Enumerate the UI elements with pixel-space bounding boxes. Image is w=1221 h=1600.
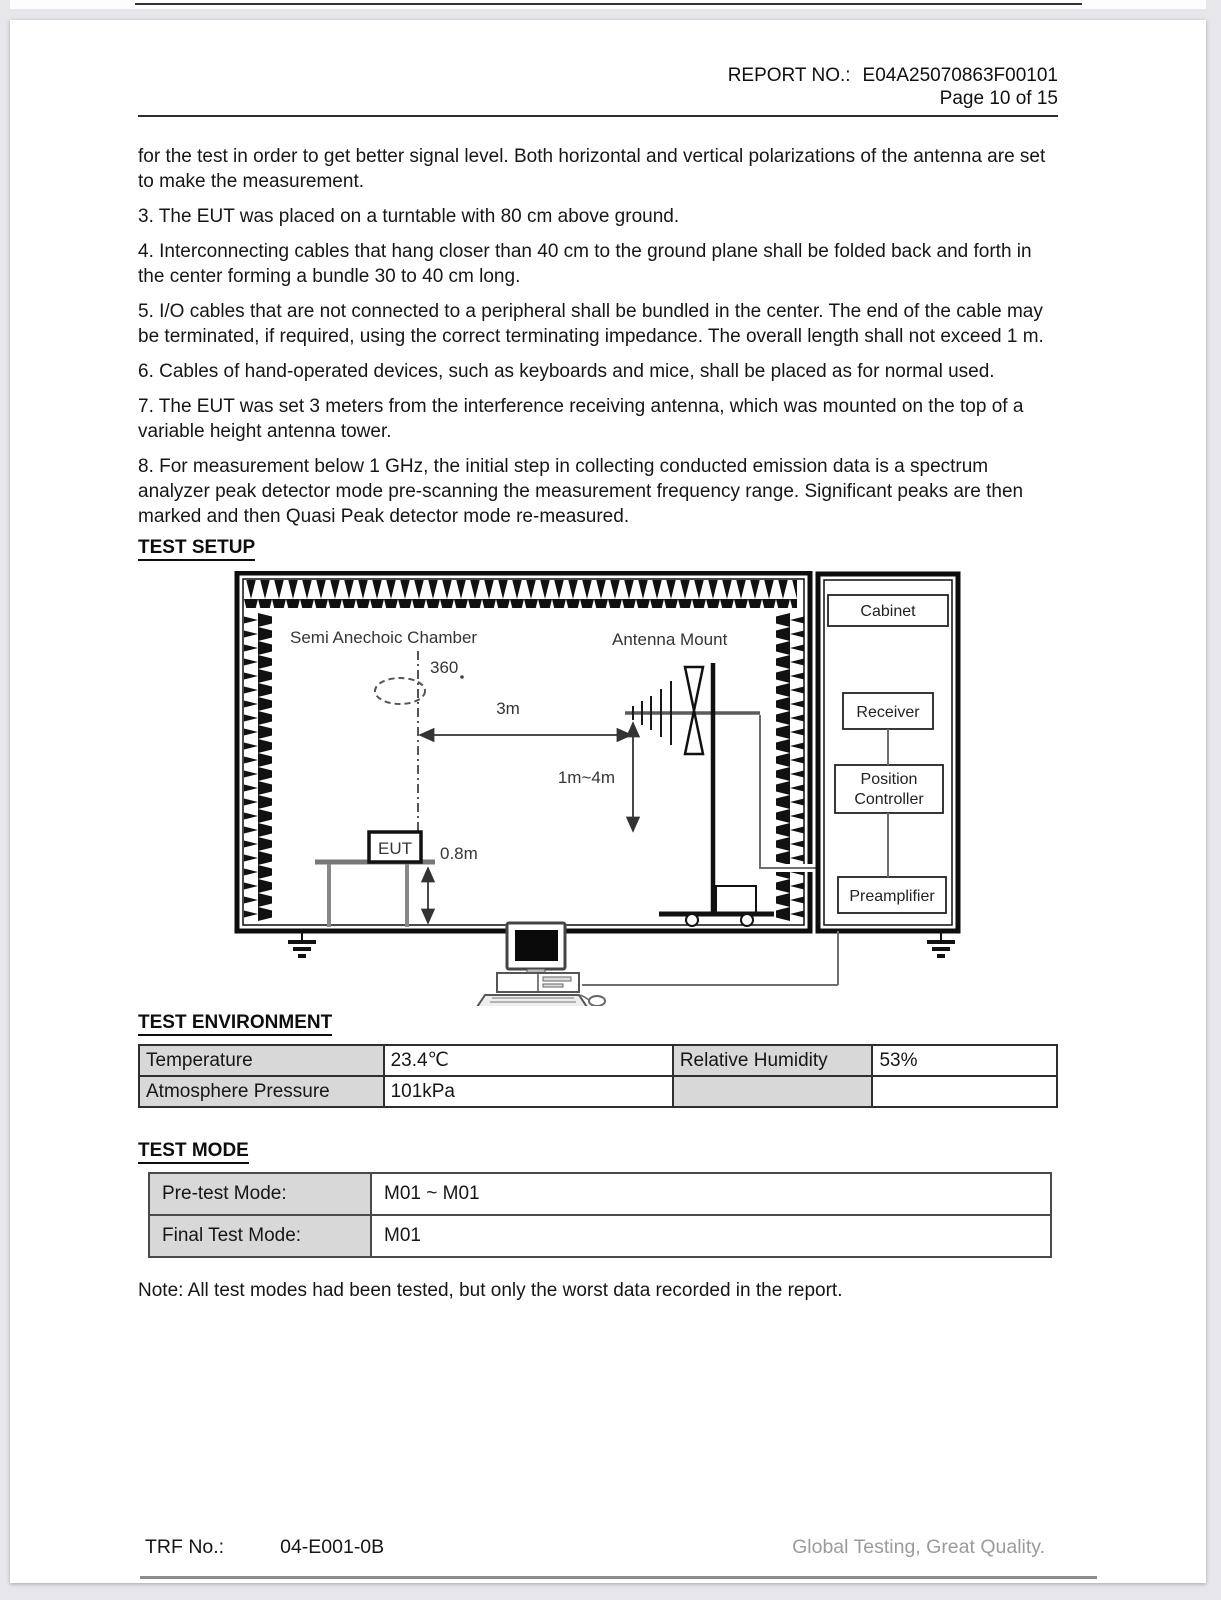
pretest-mode-label: Pre-test Mode: [149, 1173, 371, 1215]
footer-slogan: Global Testing, Great Quality. [792, 1536, 1045, 1558]
test-mode-heading: TEST MODE [138, 1140, 1058, 1162]
footer-rule [140, 1576, 1097, 1579]
humidity-label: Relative Humidity [673, 1045, 873, 1076]
preamplifier-label: Preamplifier [849, 888, 935, 905]
previous-page-footer-rule [135, 3, 1082, 5]
receiver-label: Receiver [856, 704, 920, 721]
final-mode-label: Final Test Mode: [149, 1215, 371, 1257]
absorber-left [244, 613, 272, 921]
distance-label: 3m [496, 699, 520, 718]
ground-symbol-right [927, 931, 955, 956]
final-mode-value: M01 [371, 1215, 1051, 1257]
eut-table [315, 862, 435, 927]
control-computer [477, 923, 838, 1006]
paragraph-4: 4. Interconnecting cables that hang closer than 40 cm to the ground plane shall be folded back and forth in the center forming a bundle 30 to 40 cm long. [138, 241, 1032, 287]
position-controller-label-1: Position [860, 771, 918, 788]
paragraph-continuation: for the test in order to get better signal level. Both horizontal and vertical polarizations of the antenna are set to make the measurement. [138, 146, 1046, 192]
pressure-value: 101kPa [384, 1076, 673, 1107]
empty-label-cell [673, 1076, 873, 1107]
page-number: Page 10 of 15 [939, 88, 1058, 109]
trf-label: TRF No.: [145, 1536, 225, 1558]
temperature-value: 23.4℃ [384, 1045, 673, 1076]
position-controller-label-2: Controller [854, 791, 924, 808]
table-row [149, 1215, 1051, 1257]
report-no-value: E04A25070863F00101 [862, 65, 1058, 86]
absorber-right [776, 613, 804, 921]
report-page [10, 20, 1206, 1583]
bowtie-element [685, 667, 703, 754]
anechoic-chamber [237, 573, 810, 931]
cabinet-label: Cabinet [860, 603, 916, 620]
chamber-label: Semi Anechoic Chamber [290, 628, 478, 647]
table-row [139, 1045, 1057, 1076]
equipment-cabinet [818, 574, 958, 931]
height-range-label: 1m~4m [557, 768, 615, 787]
test-setup-diagram [230, 571, 970, 1006]
paragraph-5: 5. I/O cables that are not connected to a peripheral shall be bundled in the center. The end of the cable may be terminated, if required, using the correct terminating impedance. The overall length shall not exceed 1 m. [138, 301, 1044, 347]
table-row [139, 1076, 1057, 1107]
rotation-label: 360 [430, 658, 459, 677]
page-header [138, 20, 1058, 117]
mouse-icon [589, 996, 605, 1006]
header-rule [138, 115, 1058, 117]
page-footer [145, 1536, 1045, 1559]
log-periodic-antenna [625, 663, 760, 914]
report-no-label: REPORT NO.: [727, 65, 851, 86]
antenna-mount-label: Antenna Mount [612, 630, 728, 649]
temperature-label: Temperature [139, 1045, 384, 1076]
empty-value-cell [872, 1076, 1057, 1107]
environment-table [138, 1044, 1058, 1108]
pressure-label: Atmosphere Pressure [139, 1076, 384, 1107]
paragraph-8: 8. For measurement below 1 GHz, the initial step in collecting conducted emission data is a spectrum analyzer peak detector mode pre-scanning the measurement frequency range. Significant peaks are then marked and then Quasi Peak detector mode re-measured. [138, 456, 1024, 527]
ground-symbol-left [288, 931, 316, 956]
test-setup-heading: TEST SETUP [138, 537, 1058, 559]
trf-number: 04-E001-0B [280, 1536, 385, 1558]
table-row [149, 1173, 1051, 1215]
humidity-value: 53% [872, 1045, 1057, 1076]
pretest-mode-value: M01 ~ M01 [371, 1173, 1051, 1215]
eut-label: EUT [378, 839, 412, 858]
note-text: Note: All test modes had been tested, but only the worst data recorded in the report. [138, 1280, 843, 1301]
paragraph-7: 7. The EUT was set 3 meters from the interference receiving antenna, which was mounted on the top of a variable height antenna tower. [138, 396, 1024, 442]
degree-dot [460, 675, 464, 679]
antenna-cart [659, 886, 774, 926]
absorber-top [244, 580, 797, 608]
test-mode-table [148, 1172, 1052, 1258]
table-height-label: 0.8m [440, 844, 478, 863]
paragraph-3: 3. The EUT was placed on a turntable with 80 cm above ground. [138, 206, 680, 227]
test-environment-heading: TEST ENVIRONMENT [138, 1012, 1058, 1034]
paragraph-6: 6. Cables of hand-operated devices, such as keyboards and mice, shall be placed as for normal used. [138, 361, 995, 382]
